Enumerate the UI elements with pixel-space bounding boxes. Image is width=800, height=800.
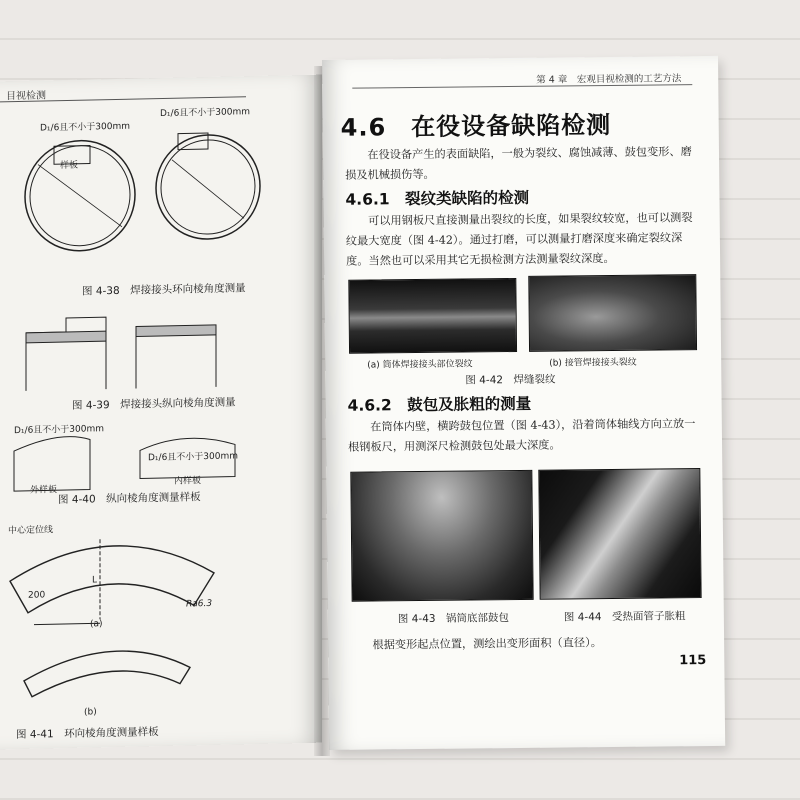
fig-4-42b-caption: (b) 接管焊接接头裂纹 xyxy=(549,357,637,369)
section-intro: 在役设备产生的表面缺陷，一般为裂纹、腐蚀减薄、鼓包变形、磨损及机械损伤等。 xyxy=(345,145,692,182)
right-running-header: 第 4 章 宏观目视检测的工艺方法 xyxy=(536,73,682,86)
fig-4-41-dim-200: 200 xyxy=(28,590,46,601)
fig-4-42a-photo xyxy=(348,278,517,354)
subsection-4-6-1-text: 可以用钢板尺直接测量出裂纹的长度，如果裂纹较宽，也可以测裂纹最大宽度（图 4-42）。通过打磨，可以测量打磨深度来确定裂纹深度。当然也可以采用其它无损检测方法测量裂纹深度。 xyxy=(345,211,693,268)
fig-4-38-caption: 图 4-38 焊接接头环向棱角度测量 xyxy=(82,282,246,298)
fig-4-38-label-b: D₁/6且不小于300mm xyxy=(160,107,251,120)
fig-4-41-dim-L: L xyxy=(92,575,98,586)
header-rule xyxy=(352,84,692,89)
page-number: 115 xyxy=(679,653,707,669)
fig-4-38-template-label: 样板 xyxy=(60,160,79,172)
fig-4-40-label-a: D₁/6且不小于300mm xyxy=(14,424,105,437)
subsection-4-6-2-title: 4.6.2 鼓包及胀粗的测量 xyxy=(347,394,532,415)
fig-4-42b-photo xyxy=(528,274,697,352)
fig-4-41-sub-b: (b) xyxy=(84,707,97,718)
left-page xyxy=(0,75,322,750)
fig-4-41-drawing xyxy=(4,515,304,731)
fig-4-41-caption: 图 4-41 环向棱角度测量样板 xyxy=(16,726,159,742)
fig-4-42a-caption: (a) 筒体焊接接头部位裂纹 xyxy=(367,359,473,371)
section-title: 4.6 在役设备缺陷检测 xyxy=(340,110,612,142)
left-running-header: 目视检测 xyxy=(0,82,246,102)
fig-4-40-caption: 图 4-40 纵向棱角度测量样板 xyxy=(58,491,201,507)
fig-4-44-caption: 图 4-44 受热面管子胀粗 xyxy=(563,610,686,624)
closing-text: 根据变形起点位置，测绘出变形面积（直径）。 xyxy=(372,636,602,652)
fig-4-40-inner: 内样板 xyxy=(174,476,202,487)
fig-4-44-photo xyxy=(538,468,701,600)
fig-4-40-label-b: D₁/6且不小于300mm xyxy=(148,451,239,464)
fig-4-38-label-a: D₁/6且不小于300mm xyxy=(40,121,131,134)
fig-4-39-caption: 图 4-39 焊接接头纵向棱角度测量 xyxy=(72,396,236,412)
fig-4-42-caption: 图 4-42 焊缝裂纹 xyxy=(465,373,556,387)
subsection-4-6-2-text: 在筒体内壁，横跨鼓包位置（图 4-43），沿着筒体轴线方向立放一根钢板尺，用测深尺检测鼓包处最大深度。 xyxy=(347,417,696,454)
fig-4-41-sub-a: (a) xyxy=(90,619,103,630)
fig-4-43-caption: 图 4-43 锅筒底部鼓包 xyxy=(397,612,510,626)
fig-4-41-roughness: Ra6.3 xyxy=(186,598,213,610)
fig-4-40-outer: 外样板 xyxy=(30,485,58,496)
fig-4-39-drawing xyxy=(26,297,286,392)
right-page xyxy=(322,56,725,750)
fig-4-41-center-line: 中心定位线 xyxy=(8,525,54,537)
subsection-4-6-1-title: 4.6.1 裂纹类缺陷的检测 xyxy=(345,188,530,209)
fig-4-43-photo xyxy=(350,470,533,602)
